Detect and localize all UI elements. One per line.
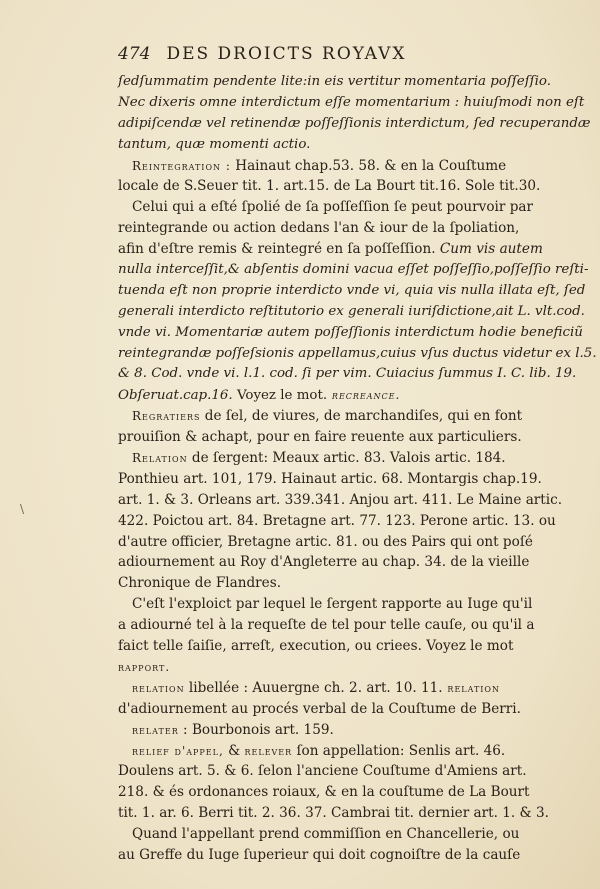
line-text: prouiſion & achapt, pour en faire reuente aux particuliers. — [118, 429, 522, 446]
text-line — [118, 448, 530, 469]
text-line — [118, 72, 551, 93]
text-line — [118, 323, 583, 344]
text-line — [118, 573, 530, 594]
line-text: Quand l'appellant prend commiſſion en Chancellerie, ou — [132, 826, 520, 843]
page-number: 474 — [118, 44, 151, 64]
line-text: faict telle ſaiſie, arreſt, execution, ou criees. Voyez le mot — [118, 638, 514, 655]
line-text: libellée : Auuergne ch. 2. art. 10. 11. — [184, 679, 443, 696]
line-text: reintegrande ou action dedans l'an & iour de la ſpoliation, — [118, 220, 520, 237]
text-line — [118, 176, 541, 197]
text-line — [118, 615, 535, 636]
text-line — [118, 302, 585, 323]
small-caps-term: relater — [132, 722, 179, 737]
line-text: au Greffe du Iuge ſuperieur qui doit cognoiſtre de la cauſe — [118, 846, 521, 863]
text-line — [118, 218, 530, 239]
small-caps-term: relation — [132, 680, 185, 695]
line-text: 422. Poictou art. 84. Bretagne art. 77. 123. Perone artic. 13. ou — [118, 512, 556, 529]
line-text: 218. & és ordonances roiaux, & en la couſtume de La Bourt — [118, 784, 530, 801]
line-text: d'adiournement au procés verbal de la Couſtume de Berri. — [118, 700, 521, 717]
text-line — [118, 197, 533, 218]
line-text: a adiourné tel à la requeſte de tel pour telle cauſe, ou qu'il a — [118, 617, 535, 634]
text-line — [118, 93, 585, 114]
line-tail: Voyez le mot. — [232, 388, 328, 404]
small-caps-term: rapport. — [118, 659, 171, 674]
line-text: nulla interceſſit,& abſentis domini vacua eſſet poſſeſſio,poſſeſſio reſti- — [118, 262, 589, 278]
line-text: tit. 1. ar. 6. Berri tit. 2. 36. 37. Cambrai tit. dernier art. 1. & 3. — [118, 805, 549, 822]
small-caps-term: Relation — [132, 451, 188, 466]
line-text: afin d'eſtre remis & reintegré en ſa poſſeſſion. — [118, 241, 436, 258]
line-text: Celui qui a eſté ſpolié de ſa poſſeſſion ſe peut pourvoir par — [132, 199, 533, 216]
line-text: Hainaut chap.53. 58. & en la Couſtume — [230, 157, 507, 174]
small-caps-term: relief d'appel, — [132, 743, 224, 758]
line-text: Doulens art. 5. & 6. ſelon l'anciene Couſtume d'Amiens art. — [118, 763, 527, 780]
line-text: C'eſt l'exploict par lequel le ſergent rapporte au Iuge qu'il — [132, 596, 533, 613]
line-text: vnde vi. Momentariæ autem poſſeſſionis interdictum hodie beneficiũ — [118, 324, 583, 340]
small-caps-term: relever — [244, 743, 293, 758]
line-text: reintegrandæ poſſeſsionis appellamus,cuius vſus ductus videtur ex l.5. — [118, 345, 597, 361]
line-tail: ſon appellation: Senlis art. 46. — [292, 742, 506, 759]
line-text: art. 1. & 3. Orleans art. 339.341. Anjou art. 411. Le Maine artic. — [118, 491, 563, 508]
text-line — [118, 490, 563, 511]
line-text: tuenda eſt non proprie interdicto vnde vi, quia vis nulla illata eſt, ſed — [118, 282, 586, 298]
text-line — [118, 594, 533, 615]
line-text: adiournement au Roy d'Angleterre au chap. 34. de la vieille — [118, 554, 530, 571]
small-caps-term: recreance. — [327, 388, 401, 403]
text-line — [118, 281, 586, 302]
line-text: Obſeruat.cap.16. — [118, 388, 233, 404]
small-caps-term: Regratiers — [132, 409, 201, 424]
text-line — [118, 741, 530, 762]
running-title: DES DROICTS ROYAVX — [166, 44, 407, 64]
running-header — [118, 44, 538, 64]
text-line — [118, 427, 530, 448]
text-line — [118, 699, 530, 720]
line-text: Chronique de Flandres. — [118, 575, 282, 592]
text-line — [118, 156, 530, 177]
line-text: : Bourbonois art. 159. — [178, 721, 334, 738]
text-line — [118, 803, 549, 824]
text-line — [118, 364, 577, 385]
line-text: generali interdicto reſtitutorio ex generali iuriſdictione,ait L. vlt.cod. — [118, 303, 585, 319]
margin-mark: \ — [20, 502, 25, 516]
line-tail: Cum vis autem — [435, 241, 543, 258]
text-line — [118, 239, 543, 260]
text-line — [118, 678, 530, 699]
text-line — [118, 657, 530, 678]
line-text: d'autre officier, Bretagne artic. 81. ou des Pairs qui ont poſé — [118, 533, 533, 550]
line-text: & — [223, 742, 245, 759]
text-line — [118, 344, 597, 365]
text-line — [118, 406, 530, 427]
text-line — [118, 385, 530, 406]
text-line — [118, 720, 530, 741]
line-text: adipiſcendæ vel retinendæ poſſeſſionis interdictum, ſed recuperandæ — [118, 115, 591, 131]
line-text: Nec dixeris omne interdictum eſſe momentarium : huiuſmodi non eſt — [118, 94, 585, 110]
line-text: locale de S.Seuer tit. 1. art.15. de La Bourt tit.16. Sole tit.30. — [118, 178, 541, 195]
text-line — [118, 511, 556, 532]
text-line — [118, 845, 530, 866]
text-line — [118, 552, 530, 573]
line-text: de ſergent: Meaux artic. 83. Valois artic. 184. — [187, 450, 506, 467]
small-caps-term: Reintegration : — [132, 158, 231, 173]
small-caps-term: relation — [442, 680, 500, 695]
text-body — [118, 72, 597, 866]
text-line — [118, 260, 589, 281]
line-text: ſedſummatim pendente lite:in eis vertitur momentaria poſſeſſio. — [118, 74, 551, 89]
text-line — [118, 761, 530, 782]
text-line — [118, 135, 530, 156]
text-line — [118, 532, 533, 553]
text-line — [118, 782, 530, 803]
line-text: & 8. Cod. vnde vi. l.1. cod. ſi per vim. Cuiacius ſummus I. C. lib. 19. — [118, 366, 577, 382]
line-text: Ponthieu art. 101, 179. Hainaut artic. 68. Montargis chap.19. — [118, 470, 542, 487]
text-line — [118, 114, 591, 135]
text-line — [118, 469, 542, 490]
line-text: de ſel, de viures, de marchandiſes, qui en font — [200, 408, 523, 425]
text-line — [118, 824, 530, 845]
text-line — [118, 636, 530, 657]
line-text: tantum, quæ momenti actio. — [118, 136, 311, 152]
